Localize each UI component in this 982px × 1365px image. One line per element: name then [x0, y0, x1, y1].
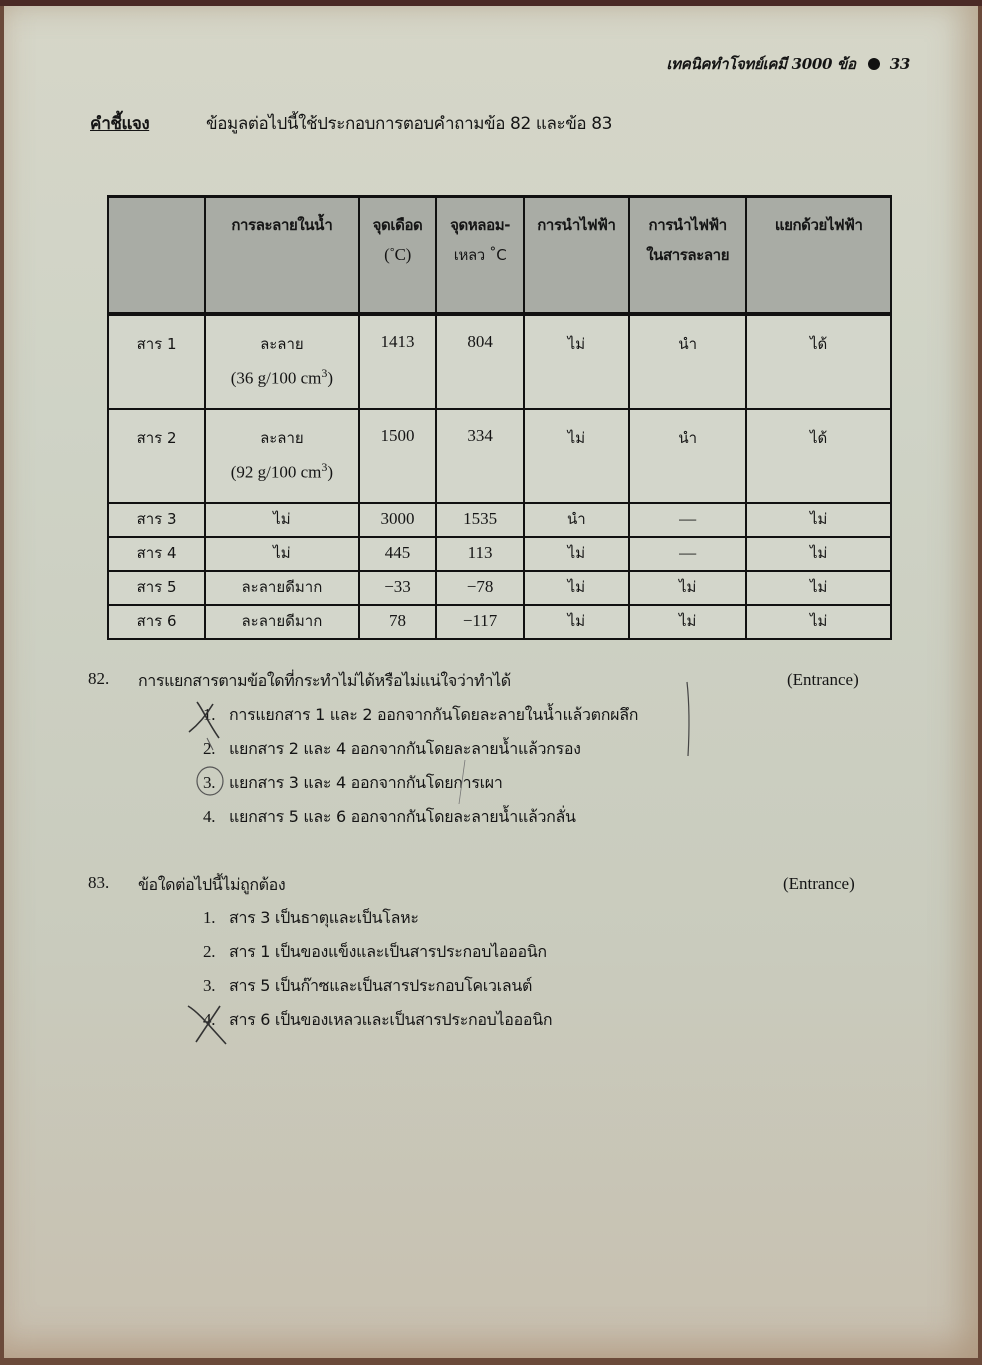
instruction-label: คำชี้แจง	[90, 114, 150, 134]
substance-name: สาร 2	[108, 409, 205, 503]
question-82-text: การแยกสารตามข้อใดที่กระทำไม่ได้หรือไม่แน่ใจว่าทำได้	[138, 671, 511, 690]
table-row	[108, 314, 891, 409]
solution-conductivity-cell: นำ	[629, 314, 746, 409]
conductivity-cell: ไม่	[524, 571, 629, 605]
conductivity-cell: นำ	[524, 503, 629, 537]
q82-option-3[interactable]: 3. แยกสาร 3 และ 4 ออกจากกันโดยการเผา	[203, 773, 503, 792]
table-row	[108, 537, 891, 571]
electrolysis-cell: ได้	[746, 409, 891, 503]
conductivity-cell: ไม่	[524, 314, 629, 409]
melting-point-cell: 113	[436, 537, 523, 571]
question-82-number: 82.	[88, 669, 110, 688]
solubility-cell: ละลายดีมาก	[205, 571, 359, 605]
substance-name: สาร 4	[108, 537, 205, 571]
question-83-number: 83.	[88, 873, 110, 892]
properties-table	[107, 195, 892, 640]
question-83-text: ข้อใดต่อไปนี้ไม่ถูกต้อง	[138, 875, 286, 894]
solubility-cell: ละลายดีมาก	[205, 605, 359, 639]
electrolysis-cell: ไม่	[746, 537, 891, 571]
melting-point-cell: 1535	[436, 503, 523, 537]
table-header-row	[108, 197, 891, 315]
table-row	[108, 409, 891, 503]
boiling-point-cell: −33	[359, 571, 437, 605]
solubility-cell: ไม่	[205, 537, 359, 571]
table-row	[108, 605, 891, 639]
q83-option-4[interactable]: 4. สาร 6 เป็นของเหลวและเป็นสารประกอบไอออนิก	[203, 1010, 553, 1029]
header-solubility: การละลายในน้ำ	[205, 197, 359, 315]
solution-conductivity-cell: ไม่	[629, 571, 746, 605]
page-number: 33	[889, 55, 910, 73]
solubility-cell: ละลาย (36 g/100 $cm^3$)	[205, 314, 359, 409]
boiling-point-cell: 1500	[359, 409, 437, 503]
electrolysis-cell: ไม่	[746, 503, 891, 537]
header-substance	[108, 197, 205, 315]
header-electrolysis: แยกด้วยไฟฟ้า	[746, 197, 891, 315]
q83-option-1[interactable]: 1. สาร 3 เป็นธาตุและเป็นโลหะ	[203, 908, 419, 927]
boiling-point-cell: 445	[359, 537, 437, 571]
q82-option-2[interactable]: 2. แยกสาร 2 และ 4 ออกจากกันโดยละลายน้ำแล้วกรอง	[203, 739, 581, 758]
q83-option-3[interactable]: 3. สาร 5 เป็นก๊าซและเป็นสารประกอบโคเวเลนต์	[203, 976, 533, 995]
book-title: เทคนิคทำโจทย์เคมี 3000 ข้อ	[666, 55, 856, 73]
running-header	[630, 52, 910, 76]
conductivity-cell: ไม่	[524, 605, 629, 639]
question-83-source: (Entrance)	[783, 874, 855, 893]
electrolysis-cell: ไม่	[746, 571, 891, 605]
header-boiling-point: จุดเดือด (˚C)	[359, 197, 437, 315]
table-row	[108, 503, 891, 537]
solubility-cell: ละลาย (92 g/100 $cm^3$)	[205, 409, 359, 503]
question-82-source: (Entrance)	[787, 670, 859, 689]
solubility-cell: ไม่	[205, 503, 359, 537]
bullet-dot-icon	[868, 58, 880, 70]
header-solution-conductivity: การนำไฟฟ้า ในสารละลาย	[629, 197, 746, 315]
boiling-point-cell: 3000	[359, 503, 437, 537]
melting-point-cell: −117	[436, 605, 523, 639]
header-conductivity: การนำไฟฟ้า	[524, 197, 629, 315]
melting-point-cell: 804	[436, 314, 523, 409]
q82-option-1[interactable]: 1. การแยกสาร 1 และ 2 ออกจากกันโดยละลายในน้ำแล้วตกผลึก	[203, 705, 639, 724]
table-row	[108, 571, 891, 605]
melting-point-cell: 334	[436, 409, 523, 503]
instruction-text: ข้อมูลต่อไปนี้ใช้ประกอบการตอบคำถามข้อ 82 และข้อ 83	[206, 114, 613, 134]
electrolysis-cell: ไม่	[746, 605, 891, 639]
boiling-point-cell: 78	[359, 605, 437, 639]
conductivity-cell: ไม่	[524, 537, 629, 571]
header-melting-point: จุดหลอม- เหลว ˚C	[436, 197, 523, 315]
substance-name: สาร 5	[108, 571, 205, 605]
solution-conductivity-cell: นำ	[629, 409, 746, 503]
boiling-point-cell: 1413	[359, 314, 437, 409]
melting-point-cell: −78	[436, 571, 523, 605]
electrolysis-cell: ได้	[746, 314, 891, 409]
solution-conductivity-cell: —	[629, 503, 746, 537]
solution-conductivity-cell: ไม่	[629, 605, 746, 639]
conductivity-cell: ไม่	[524, 409, 629, 503]
substance-name: สาร 3	[108, 503, 205, 537]
q82-option-4[interactable]: 4. แยกสาร 5 และ 6 ออกจากกันโดยละลายน้ำแล้วกลั่น	[203, 807, 576, 826]
substance-name: สาร 6	[108, 605, 205, 639]
substance-name: สาร 1	[108, 314, 205, 409]
solution-conductivity-cell: —	[629, 537, 746, 571]
q83-option-2[interactable]: 2. สาร 1 เป็นของแข็งและเป็นสารประกอบไอออนิก	[203, 942, 547, 961]
